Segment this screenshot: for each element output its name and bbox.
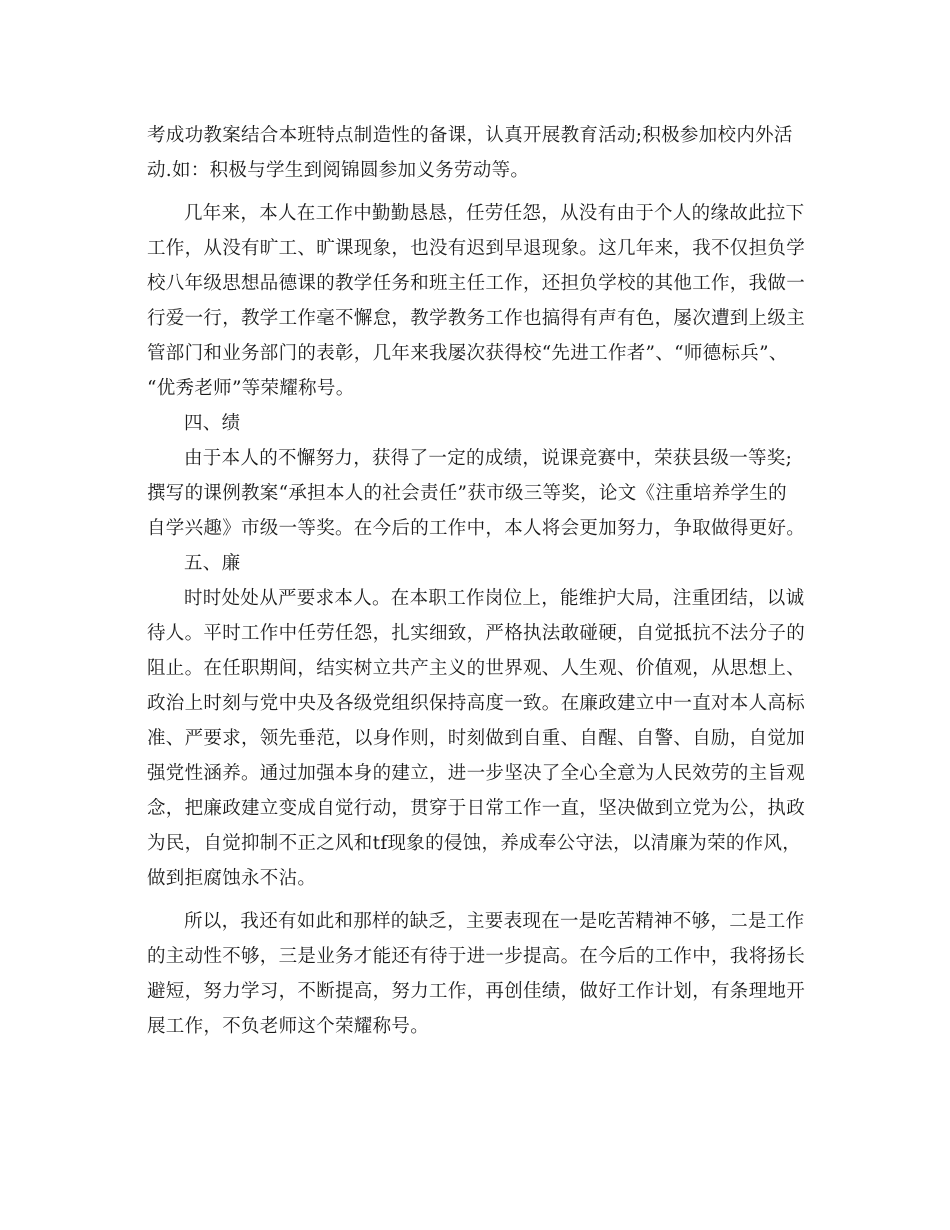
- text-line: 准、严要求，领先垂范，以身作则，时刻做到自重、自醒、自警、自励，自觉加: [147, 728, 806, 749]
- text-line: 展工作，不负老师这个荣耀称号。: [147, 1016, 430, 1037]
- section-heading: 五、廉: [184, 553, 241, 574]
- text-line: 做到拒腐蚀永不沾。: [147, 868, 317, 889]
- text-line: 管部门和业务部门的表彰，几年来我屡次获得校“先进工作者”、“师德标兵”、: [147, 343, 788, 364]
- text-line: 避短，努力学习，不断提高，努力工作，再创佳绩，做好工作计划，有条理地开: [147, 981, 806, 1002]
- text-line: 为民，自觉抑制不正之风和tf现象的侵蚀，养成奉公守法，以清廉为荣的作风，: [147, 833, 802, 854]
- text-line: 的主动性不够，三是业务才能还有待于进一步提高。在今后的工作中，我将扬长: [147, 946, 806, 967]
- text-line: 阻止。在任职期间，结实树立共产主义的世界观、人生观、价值观，从思想上、: [147, 658, 806, 679]
- text-line: 考成功教案结合本班特点制造性的备课，认真开展教育活动;积极参加校内外活: [147, 125, 793, 146]
- text-line: 行爱一行，教学工作毫不懈怠，教学教务工作也搞得有声有色，屡次遭到上级主: [147, 308, 806, 329]
- text-line: 工作，从没有旷工、旷课现象，也没有迟到早退现象。这几年来，我不仅担负学: [147, 238, 806, 259]
- text-line: 动.如：积极与学生到阅锦圆参加义务劳动等。: [147, 160, 530, 181]
- paragraph-start: 时时处处从严要求本人。在本职工作岗位上，能维护大局，注重团结，以诚: [184, 588, 805, 609]
- text-line: 自学兴趣》市级一等奖。在今后的工作中，本人将会更加努力，争取做得更好。: [147, 518, 806, 539]
- text-line: 强党性涵养。通过加强本身的建立，进一步坚决了全心全意为人民效劳的主旨观: [147, 763, 806, 784]
- paragraph-start: 所以，我还有如此和那样的缺乏，主要表现在一是吃苦精神不够，二是工作: [184, 911, 805, 932]
- document-body: [147, 118, 812, 1044]
- paragraph-start: 几年来，本人在工作中勤勤恳恳，任劳任怨，从没有由于个人的缘故此拉下: [184, 203, 805, 224]
- text-line: “优秀老师”等荣耀称号。: [147, 378, 355, 399]
- text-line: 政治上时刻与党中央及各级党组织保持高度一致。在廉政建立中一直对本人高标: [147, 693, 806, 714]
- text-line: 撰写的课例教案“承担本人的社会责任”获市级三等奖，论文《注重培养学生的: [147, 483, 787, 504]
- text-line: 念，把廉政建立变成自觉行动，贯穿于日常工作一直，坚决做到立党为公，执政: [147, 798, 806, 819]
- section-heading: 四、绩: [184, 413, 241, 434]
- paragraph-start: 由于本人的不懈努力，获得了一定的成绩，说课竞赛中，荣获县级一等奖;: [184, 448, 793, 469]
- text-line: 待人。平时工作中任劳任怨，扎实细致，严格执法敢碰硬，自觉抵抗不法分子的: [147, 623, 806, 644]
- text-line: 校八年级思想品德课的教学任务和班主任工作，还担负学校的其他工作，我做一: [147, 273, 806, 294]
